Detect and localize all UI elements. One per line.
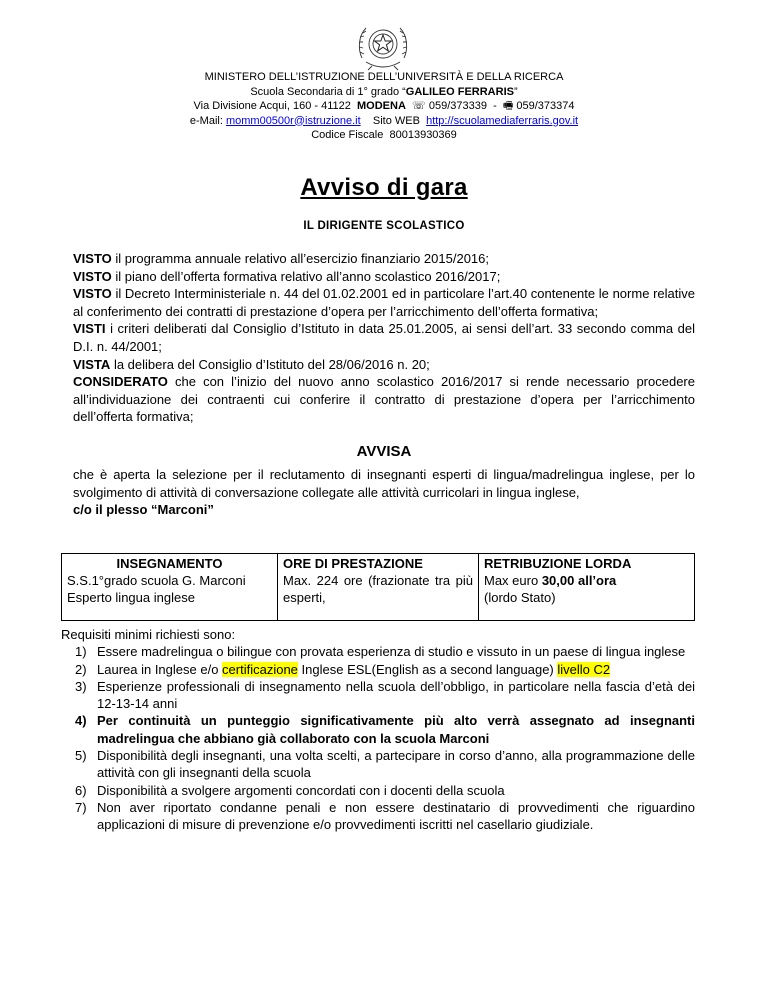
fax-number: 059/373374 [516, 100, 575, 112]
fax-icon: 🖷 [502, 99, 514, 112]
city: MODENA [357, 100, 406, 112]
announcement-location: c/o il plesso “Marconi” [73, 502, 214, 518]
hourly-rate: 30,00 all’ora [541, 573, 617, 588]
consideration-item: VISTO il piano dell’offerta formativa relativo all’anno scolastico 2016/2017; [73, 268, 501, 284]
email-link[interactable]: momm00500r@istruzione.it [225, 114, 361, 127]
ministry-line: MINISTERO DELL’ISTRUZIONE DELL’UNIVERSITÀ E DELLA RICERCA [204, 71, 564, 83]
consideration-item: VISTI i criteri deliberati dal Consiglio d’Istituto in data 25.01.2005, ai sensi dell’art. 33 secondo comma del D.I. n. 44/2001; [73, 321, 695, 354]
list-item: 7) Non aver riportato condanne penali e non essere destinatario di provvedimenti che riguardino applicazioni di misure di prevenzione e/o provvedimenti iscritti nel casellario giudiziale. [75, 799, 695, 833]
phone-icon: ☏ [412, 99, 426, 112]
considerations-block [73, 250, 695, 426]
list-item: 1) Essere madrelingua o bilingue con provata esperienza di studio e vissuto in un paese di lingua inglese [75, 644, 686, 660]
table-row [62, 554, 695, 621]
requirements-intro: Requisiti minimi richiesti sono: [61, 627, 236, 642]
announcement-paragraph: che è aperta la selezione per il reclutamento di insegnanti esperti di lingua/madrelingua inglese, per lo svolgimento di attività di conversazione collegate alle attività curricolari in lingua inglese, c/o il plesso “Marconi” [73, 467, 695, 518]
website-link[interactable]: http://scuolamediaferraris.gov.it [426, 114, 579, 127]
fiscal-code: 80013930369 [389, 129, 457, 141]
table-header-retribuzione: RETRIBUZIONE LORDA [484, 556, 632, 571]
italian-republic-emblem-icon [352, 14, 414, 76]
avvisa-heading: AVVISA [356, 443, 412, 460]
consideration-item: VISTO il programma annuale relativo all’esercizio finanziario 2015/2016; [73, 251, 489, 266]
requirements-section [61, 626, 701, 834]
address-line: Via Divisione Acqui, 160 - 41122 MODENA ☏ 059/373339 - 🖷 059/373374 [193, 99, 575, 112]
consideration-item: CONSIDERATO che con l’inizio del nuovo anno scolastico 2016/2017 si rende necessario procedere all’individuazione dei contraenti cui conferire il contratto di prestazione d’opera per l’arricchimento dell’offerta formativa; [73, 374, 695, 425]
school-line: Scuola Secondaria di 1° grado “GALILEO FERRARIS” [250, 85, 518, 98]
highlight-livello: livello C2 [557, 661, 611, 677]
consideration-item: VISTO il Decreto Interministeriale n. 44 del 01.02.2001 ed in particolare l’art.40 contenente le norme relative al conferimento dei contratti di prestazione d’opera per l’arricchimento dell’offerta formativa; [73, 286, 695, 319]
list-item: 3) Esperienze professionali di insegnamento nella scuola dell’obbligo, in particolare nella fascia d’età dei 12-13-14 anni [75, 678, 695, 712]
address: Via Divisione Acqui, 160 - 41122 [193, 100, 351, 112]
document-subtitle: IL DIRIGENTE SCOLASTICO [303, 220, 465, 232]
offer-table [61, 553, 695, 621]
list-item: 4) Per continuità un punteggio significativamente più alto verrà assegnato ad insegnanti madrelingua che abbiano già collaborato con la scuola Marconi [75, 713, 695, 746]
requirements-list [61, 643, 701, 833]
table-header-insegnamento: INSEGNAMENTO [116, 556, 223, 571]
table-cell-insegnamento: INSEGNAMENTO S.S.1°grado scuola G. Marconi Esperto lingua inglese [62, 554, 278, 621]
contacts-line: e-Mail: momm00500r@istruzione.it Sito WEB http://scuolamediaferraris.gov.it [189, 114, 579, 127]
list-item: 2) Laurea in Inglese e/o certificazione Inglese ESL(English as a second language) livello C2 [75, 661, 611, 677]
table-cell-retribuzione: RETRIBUZIONE LORDA Max euro 30,00 all’ora (lordo Stato) [479, 554, 695, 621]
table-cell-ore: ORE DI PRESTAZIONE Max. 224 ore (frazionate tra più esperti, [278, 554, 479, 621]
school-header [0, 70, 768, 143]
list-item: 5) Disponibilità degli insegnanti, una volta scelti, a partecipare in corso d’anno, alla programmazione delle attività con gli insegnanti della scuola [75, 748, 695, 781]
phone-number: 059/373339 [428, 100, 487, 112]
school-name: GALILEO FERRARIS [405, 85, 514, 98]
table-header-ore: ORE DI PRESTAZIONE [283, 556, 423, 571]
list-item: 6) Disponibilità a svolgere argomenti concordati con i docenti della scuola [75, 782, 505, 798]
document-title: Avviso di gara [300, 174, 468, 201]
highlight-certificazione: certificazione [222, 661, 298, 677]
fiscal-code-line: Codice Fiscale 80013930369 [311, 129, 457, 141]
consideration-item: VISTA la delibera del Consiglio d’Istituto del 28/06/2016 n. 20; [73, 356, 430, 372]
